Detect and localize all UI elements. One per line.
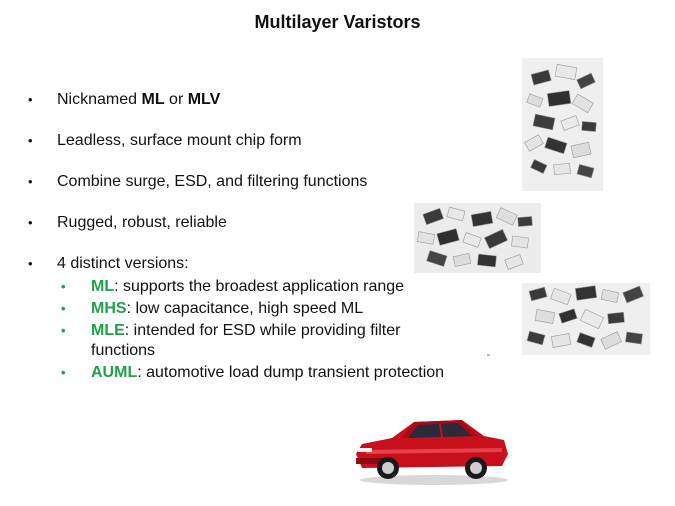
slide-title: Multilayer Varistors [254,12,421,32]
bullet-item [28,90,468,110]
bullet-dot: • [28,256,33,271]
varistor-chips-photo-1 [522,58,603,191]
bullet-item [28,213,468,233]
bullet-text: 4 distinct versions: [57,255,189,272]
bullet-text: Combine surge, ESD, and filtering functions [57,173,368,190]
sub-bullet-item [57,363,451,383]
varistor-chips-photo-2 [414,203,541,273]
chip-components-icon [522,283,650,355]
red-car-illustration [352,410,512,486]
bullet-text: Nicknamed [57,91,142,108]
version-term: ML [91,278,115,295]
bullet-list [28,90,468,385]
bullet-dot: • [28,174,33,189]
sub-bullet-dot: • [61,301,66,316]
bullet-bold-term: MLV [187,91,221,108]
sub-bullet-item [57,277,441,297]
sub-bullet-list [57,277,468,383]
varistor-chips-photo-3 [522,283,650,355]
sub-bullet-dot: • [61,365,66,380]
version-description: : intended for ESD while providing filter functions [91,322,401,359]
version-term: MLE [91,322,125,339]
sub-bullet-item [57,299,461,319]
bullet-dot: • [28,92,33,107]
sub-bullet-item [57,321,441,361]
sub-bullet-dot: • [61,323,66,338]
chip-components-icon [522,58,603,191]
bullet-text: Rugged, robust, reliable [57,214,227,231]
sub-bullet-dot: • [61,279,66,294]
version-term: AUML [91,364,138,381]
bullet-item [28,254,468,383]
bullet-dot: • [28,133,33,148]
bullet-bold-term: ML [141,91,165,108]
chip-components-icon [414,203,541,273]
bullet-text: Leadless, surface mount chip form [57,132,302,149]
artifact-dot [487,354,490,356]
bullet-dot: • [28,215,33,230]
car-icon [352,410,512,486]
bullet-item [28,172,468,192]
version-description: : automotive load dump transient protection [137,364,445,381]
version-description: : supports the broadest application range [114,278,405,295]
version-term: MHS [91,300,127,317]
version-description: : low capacitance, high speed ML [126,300,364,317]
bullet-item [28,131,468,151]
bullet-text: or [164,91,188,108]
